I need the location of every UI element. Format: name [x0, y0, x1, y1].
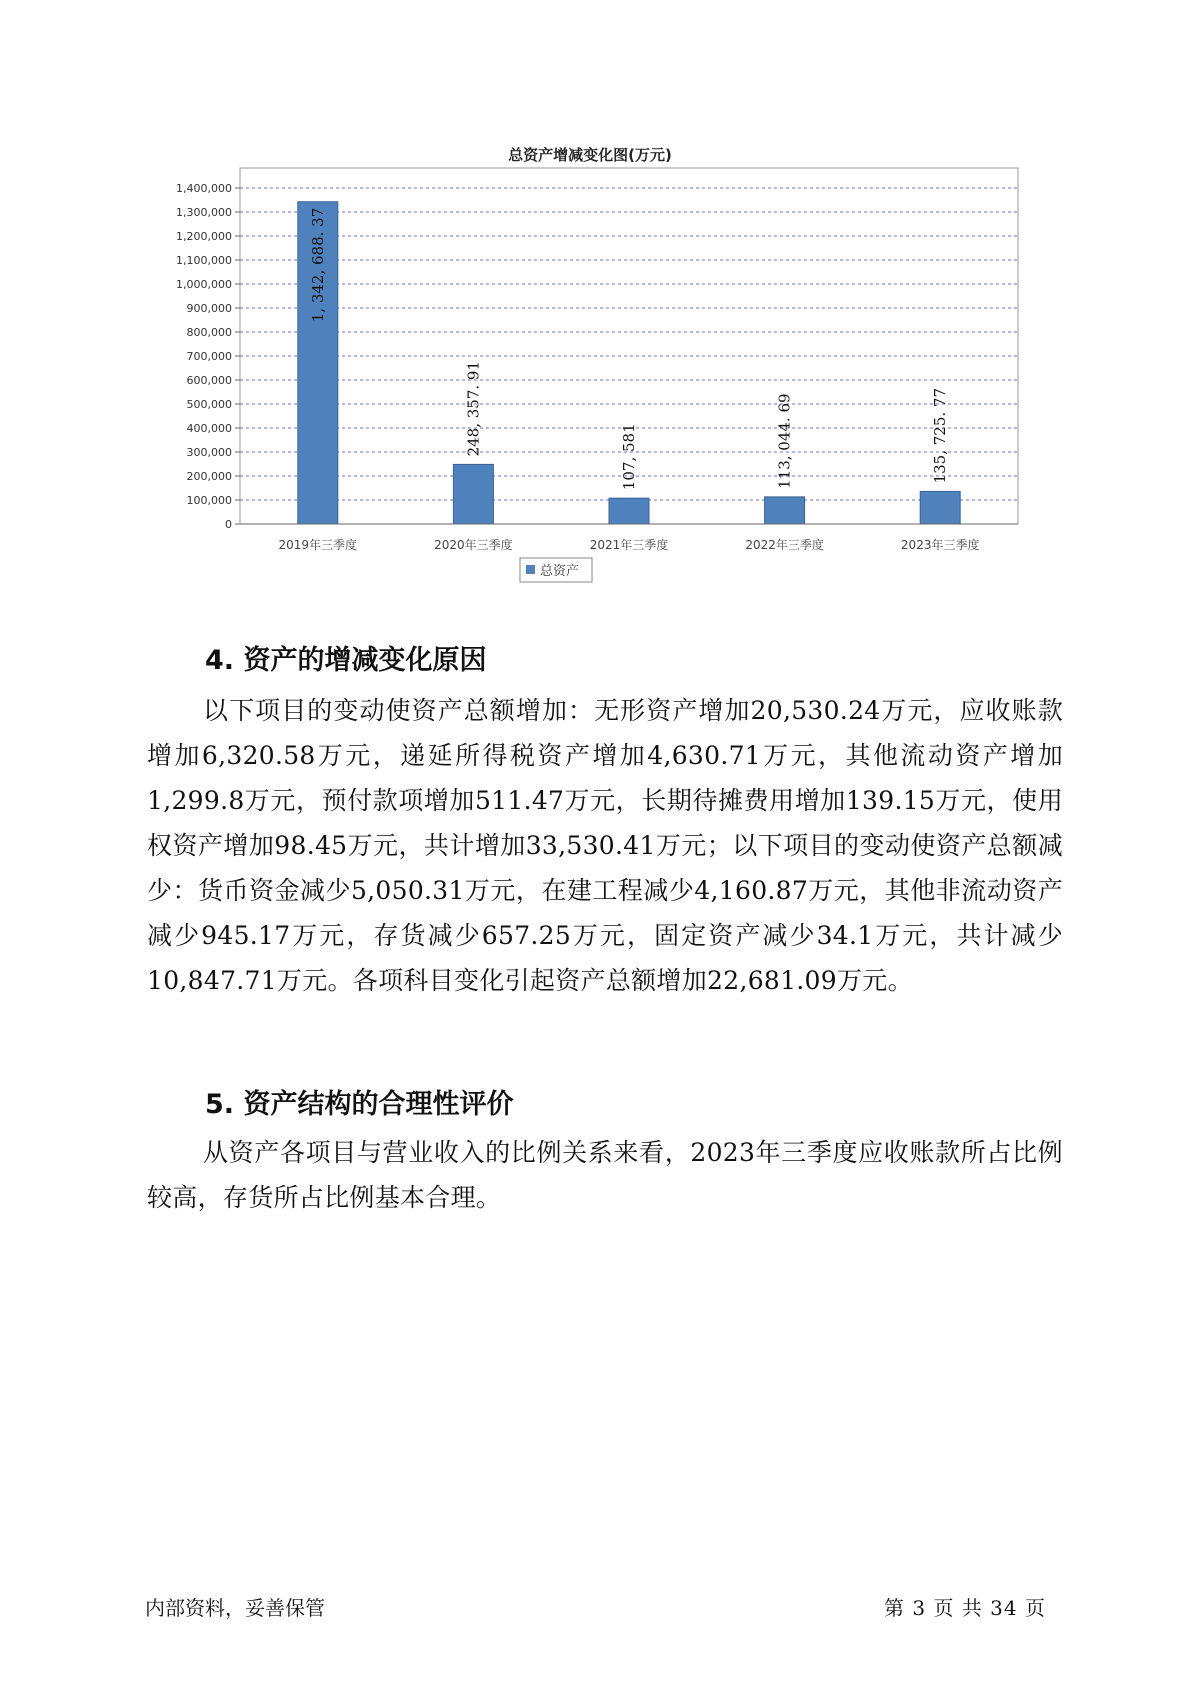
x-tick-label: 2022年三季度: [745, 538, 824, 552]
data-label: 135, 725. 77: [931, 388, 950, 484]
y-tick-label: 400,000: [186, 422, 232, 435]
y-tick-label: 1,400,000: [176, 182, 232, 195]
bar: [609, 498, 649, 524]
footer-page-number: 第 3 页 共 34 页: [884, 1596, 1046, 1620]
section-5-paragraph: 从资产各项目与营业收入的比例关系来看，2023年三季度应收账款所占比例较高，存货所占比例基本合理。: [147, 1138, 1063, 1212]
y-tick-label: 1,300,000: [176, 206, 232, 219]
total-assets-chart: [160, 140, 1020, 600]
chart-svg: [160, 140, 1020, 600]
y-tick-label: 100,000: [186, 494, 232, 507]
data-label: 107, 581: [620, 423, 638, 491]
legend-swatch: [526, 565, 535, 574]
data-label: 248, 357. 91: [464, 360, 483, 457]
section-5-heading: 5. 资产结构的合理性评价: [205, 1089, 514, 1120]
y-tick-label: 500,000: [186, 398, 232, 411]
x-tick-label: 2023年三季度: [900, 538, 980, 552]
y-tick-label: 1,000,000: [176, 278, 232, 291]
section-4-paragraph: 以下项目的变动使资产总额增加：无形资产增加20,530.24万元，应收账款增加6,320.58万元，递延所得税资产增加4,630.71万元，其他流动资产增加1,299.8万元，预付款项增加511.47万元，长期待摊费用增加139.15万元，使用权资产增加98.45万元，共计增加33,530.41万元；以下项目的变动使资产总额减少：货币资金减少5,050.31万元，在建工程减少4,160.87万元，其他非流动资产减少945.17万元，存货减少657.25万元，固定资产减少34.1万元，共计减少10,847.71万元。各项科目变化引起资产总额增加22,681.09万元。: [147, 696, 1063, 995]
y-tick-label: 0: [225, 518, 232, 531]
section-4-heading: 4. 资产的增减变化原因: [205, 645, 487, 676]
legend-label: 总资产: [540, 564, 580, 579]
bar: [920, 491, 960, 524]
x-tick-label: 2021年三季度: [589, 538, 669, 552]
x-tick-label: 2020年三季度: [434, 538, 513, 552]
y-tick-label: 600,000: [186, 374, 232, 387]
y-tick-label: 200,000: [186, 470, 232, 483]
y-tick-label: 300,000: [186, 446, 232, 459]
y-tick-label: 900,000: [186, 302, 232, 315]
y-tick-label: 1,200,000: [176, 230, 232, 243]
bar: [765, 497, 805, 524]
y-tick-label: 700,000: [186, 350, 232, 363]
y-tick-label: 1,100,000: [176, 254, 232, 267]
chart-title: 总资产增减变化图(万元): [508, 146, 672, 164]
x-tick-label: 2019年三季度: [278, 538, 358, 552]
data-label: 1, 342, 688. 37: [308, 207, 327, 323]
bar: [453, 464, 493, 524]
data-label: 113, 044. 69: [775, 393, 794, 489]
y-tick-label: 800,000: [186, 326, 232, 339]
footer-confidential-note: 内部资料，妥善保管: [145, 1596, 325, 1620]
